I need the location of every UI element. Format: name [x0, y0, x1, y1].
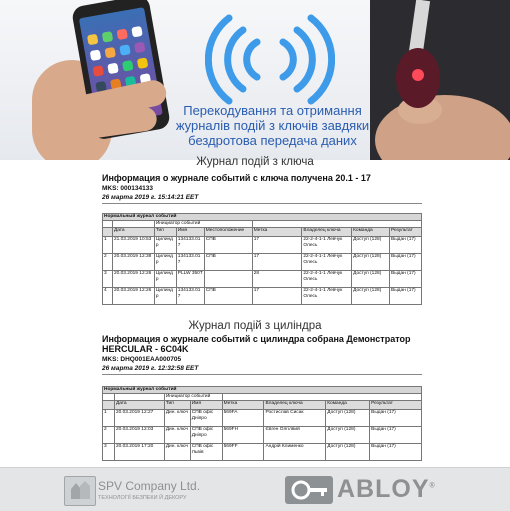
table-header: Дата [112, 228, 154, 237]
table-row: 1 20.03.2019 12:27 Дин. ключ СПВ офіс Дніпро 569FA Ростислав Сисак Доступ (128) Выдан (17) [103, 410, 422, 427]
table-row: 1 21.03.2019 10:53 Цилинд р 134133.01 7 СПВ 17 22-2-4-1-1 Левчук Олесь Доступ (128) Выдан (17) [103, 237, 422, 254]
table-row: 3 20.03.2019 12:26 Цилинд р PLLW 350T 28 22-2-4-1-1 Левчук Олесь Доступ (128) Выдан (17) [103, 271, 422, 288]
cylinder-report-date: 26 марта 2019 г. 12:32:58 EET [102, 365, 199, 372]
table-header: Метка [252, 228, 302, 237]
footer-logos [0, 467, 510, 511]
key-report-id: MKS: 000134133 [102, 185, 153, 192]
abloy-brand-name: ABLOY® [337, 475, 436, 503]
table-row: 2 20.03.2019 12:03 Дин. ключ СПВ офіс Дніпро 569FH Євген Олгілвий Доступ (128) Выдан (17) [103, 427, 422, 444]
caption-line-2: журналів подій з ключів завдяки [175, 118, 370, 133]
hero-caption [150, 103, 395, 148]
table-header: Метка [222, 401, 264, 410]
key-report-title: Информация о журнале событий с ключа получена 20.1 - 17 [102, 173, 371, 183]
abloy-key-icon [285, 476, 333, 504]
table-header: Тип [154, 228, 176, 237]
cylinder-report-id: MKS: DHQ001EAA000705 [102, 356, 182, 363]
table-header [103, 228, 113, 237]
table-header: Дата [114, 401, 164, 410]
caption-line-1: Перекодування та отримання [183, 103, 362, 118]
key-event-table [102, 213, 422, 305]
spv-company-name: SPV Company Ltd. [98, 479, 201, 493]
cylinder-report-header [102, 334, 422, 375]
key-report-date: 26 марта 2019 г. 15:14:21 EET [102, 194, 199, 201]
key-log-section-title: Журнал подій з ключа [196, 156, 314, 168]
cylinder-report-title-1: Информация о журнале событий с цилиндра собрана Демонстратор [102, 334, 411, 344]
table-row: 3 20.03.2019 17:20 Дин. ключ СПВ офіс Львів 569FF Андрій Клименко Доступ (128) Выдан (17) [103, 444, 422, 461]
table-header: Местоположение [204, 228, 252, 237]
table-header: Владелец ключа [302, 228, 352, 237]
table-header: Команда [326, 401, 370, 410]
hero-banner [0, 0, 510, 160]
table-header: Владелец ключа [264, 401, 326, 410]
table-header: Команда [352, 228, 390, 237]
key-table-group-header: Инициатор событий [154, 221, 252, 228]
table-row: 2 20.03.2019 12:38 Цилинд р 134133.01 7 СПВ 17 22-2-4-1-1 Левчук Олесь Доступ (128) Выдан (17) [103, 254, 422, 271]
table-row: 4 20.03.2019 12:26 Цилинд р 134133.01 7 СПВ 17 22-2-4-1-1 Левчук Олесь Доступ (128) Выдан (17) [103, 288, 422, 305]
cylinder-report-title-2: HERCULAR - 6C04K [102, 344, 189, 354]
cylinder-log-section-title: Журнал подій з циліндра [188, 320, 322, 332]
table-header: Тип [164, 401, 190, 410]
table-header [103, 401, 115, 410]
cylinder-event-table [102, 386, 422, 461]
cylinder-table-group-header: Инициатор событий [164, 394, 222, 401]
caption-line-3: бездротова передача даних [188, 133, 357, 148]
spv-logo-icon [64, 476, 96, 506]
key-table-caption: Нормальный журнал событий [103, 214, 422, 221]
cylinder-table-caption: Нормальный журнал событий [103, 387, 422, 394]
spv-company-tagline: ТЕХНОЛОГІЇ БЕЗПЕКИ Й ДЕКОРУ [98, 495, 187, 501]
table-header: Имя [190, 401, 222, 410]
table-header: Результат [370, 401, 422, 410]
table-header: Имя [176, 228, 204, 237]
table-header: Результат [390, 228, 422, 237]
key-report-header [102, 173, 422, 204]
wireless-signal-icon [205, 12, 335, 107]
